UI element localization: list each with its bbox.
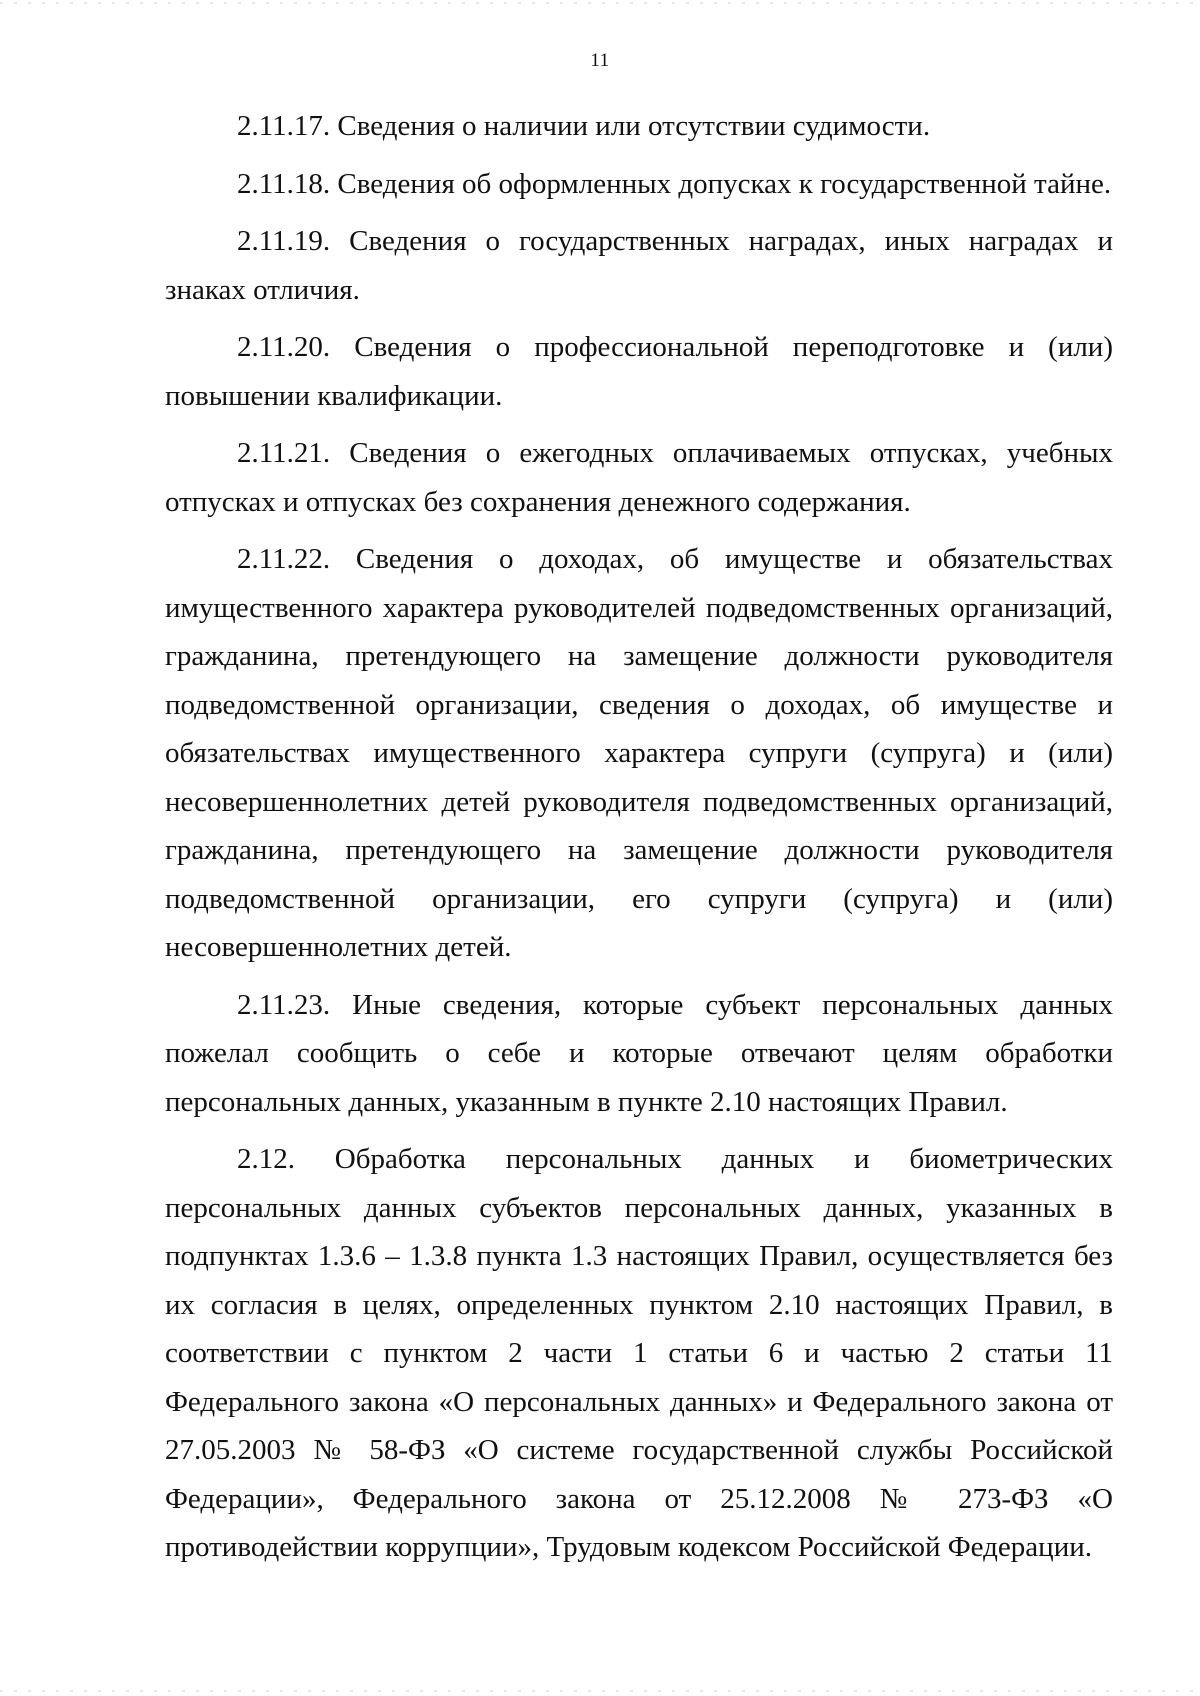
paragraph-2-11-17: 2.11.17. Сведения о наличии или отсутствии судимости. — [237, 110, 931, 142]
page-number: 11 — [590, 50, 610, 71]
paragraph-2-11-23: 2.11.23. Иные сведения, которые субъект персональных данных пожелал сообщить о себе и которые отвечают целям обработки персональных данных, указанным в пункте 2.10 настоящих Правил. — [165, 988, 1113, 1118]
paragraph-2-11-20: 2.11.20. Сведения о профессиональной переподготовке и (или) повышении квалификации. — [165, 331, 1113, 412]
scan-edge-bottom — [0, 1690, 1200, 1692]
document-body — [165, 102, 1113, 1572]
scan-edge-top — [0, 2, 1200, 4]
paragraph-2-11-22: 2.11.22. Сведения о доходах, об имуществе и обязательствах имущественного характера руководителей подведомственных организаций, гражданина, претендующего на замещение должности руководителя подведомственной организации, сведения о доходах, об имуществе и обязательствах имущественного характера супруги (супруга) и (или) несовершеннолетних детей руководителя подведомственных организаций, гражданина, претендующего на замещение должности руководителя подведомственной организации, его супруги (супруга) и (или) несовершеннолетних детей. — [165, 543, 1113, 963]
paragraph-2-12: 2.12. Обработка персональных данных и биометрических персональных данных субъектов персональных данных, указанных в подпунктах 1.3.6 – 1.3.8 пункта 1.3 настоящих Правил, осуществляется без их согласия в целях, определенных пунктом 2.10 настоящих Правил, в соответствии с пунктом 2 части 1 статьи 6 и частью 2 статьи 11 Федерального закона «О персональных данных» и Федерального закона от 27.05.2003 № 58-ФЗ «О системе государственной службы Российской Федерации», Федерального закона от 25.12.2008 № 273-ФЗ «О противодействии коррупции», Трудовым кодексом Российской Федерации. — [165, 1143, 1113, 1563]
paragraph-2-11-18: 2.11.18. Сведения об оформленных допусках к государственной тайне. — [237, 167, 1112, 200]
paragraph-2-11-21: 2.11.21. Сведения о ежегодных оплачиваемых отпусках, учебных отпусках и отпусках без сохранения денежного содержания. — [165, 437, 1113, 518]
paragraph-2-11-19: 2.11.19. Сведения о государственных наградах, иных наградах и знаках отличия. — [165, 225, 1113, 306]
